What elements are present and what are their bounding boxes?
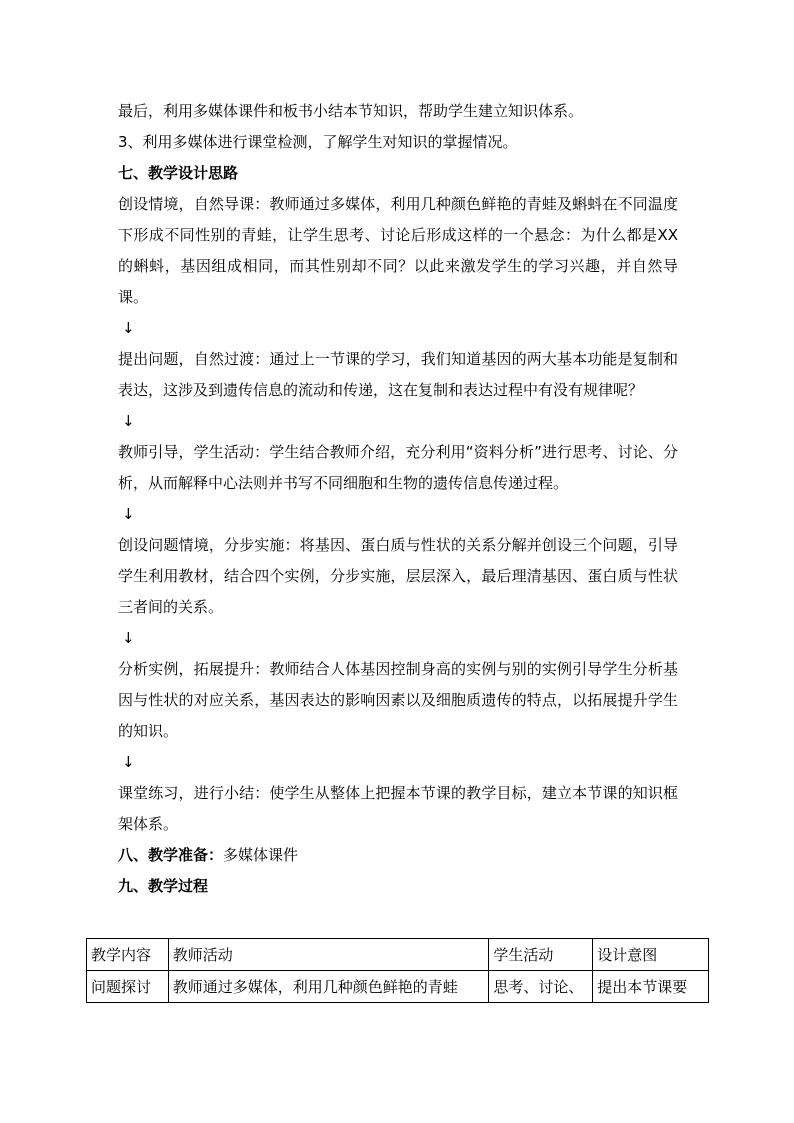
flow-arrow-icon: ↓ bbox=[122, 319, 135, 337]
flow-arrow-icon: ↓ bbox=[122, 505, 135, 523]
document-body bbox=[118, 96, 678, 902]
flow-arrow-icon: ↓ bbox=[122, 412, 135, 430]
section-7-heading: 七、教学设计思路 bbox=[118, 164, 239, 182]
cell-teacher-activity: 教师通过多媒体，利用几种颜色鲜艳的青蛙 bbox=[168, 971, 489, 1003]
header-teacher-activity: 教师活动 bbox=[168, 939, 489, 971]
cell-teaching-content: 问题探讨 bbox=[87, 971, 169, 1003]
header-student-activity: 学生活动 bbox=[489, 939, 593, 971]
flow-arrow-icon: ↓ bbox=[122, 629, 135, 647]
section-8-title: 八、教学准备： bbox=[118, 846, 224, 864]
design-step-4: 创设问题情境，分步实施：将基因、蛋白质与性状的关系分解并创设三个问题，引导学生利用教材，结合四个实例，分步实施，层层深入，最后理清基因、蛋白质与性状三者间的关系。 bbox=[118, 536, 678, 616]
table-row bbox=[87, 971, 709, 1003]
table-header-row bbox=[87, 939, 709, 971]
design-step-1: 创设情境，自然导课：教师通过多媒体，利用几种颜色鲜艳的青蛙及蝌蚪在不同温度下形成不同性别的青蛙，让学生思考、讨论后形成这样的一个悬念：为什么都是XX的蝌蚪，基因组成相同，而其性别却不同？以此来激发学生的学习兴趣，并自然导课。 bbox=[118, 195, 678, 306]
flow-arrow-icon: ↓ bbox=[122, 753, 135, 771]
teaching-process-table bbox=[86, 938, 709, 1003]
section-9-heading: 九、教学过程 bbox=[118, 877, 209, 895]
cell-design-intent: 提出本节课要 bbox=[593, 971, 709, 1003]
summary-paragraph: 最后，利用多媒体课件和板书小结本节知识，帮助学生建立知识体系。 bbox=[118, 102, 584, 120]
design-step-6: 课堂练习，进行小结：使学生从整体上把握本节课的教学目标，建立本节课的知识框架体系。 bbox=[118, 784, 678, 833]
section-8-heading bbox=[118, 840, 678, 871]
design-step-5: 分析实例，拓展提升：教师结合人体基因控制身高的实例与别的实例引导学生分析基因与性状的对应关系，基因表达的影响因素以及细胞质遗传的特点，以拓展提升学生的知识。 bbox=[118, 660, 678, 740]
header-design-intent: 设计意图 bbox=[593, 939, 709, 971]
cell-student-activity: 思考、讨论、 bbox=[489, 971, 593, 1003]
header-teaching-content: 教学内容 bbox=[87, 939, 169, 971]
design-step-2: 提出问题，自然过渡：通过上一节课的学习，我们知道基因的两大基本功能是复制和表达，这涉及到遗传信息的流动和传递，这在复制和表达过程中有没有规律呢？ bbox=[118, 350, 678, 399]
detection-paragraph: 3、利用多媒体进行课堂检测，了解学生对知识的掌握情况。 bbox=[118, 133, 518, 151]
section-8-value: 多媒体课件 bbox=[223, 846, 299, 864]
design-step-3: 教师引导，学生活动：学生结合教师介绍，充分利用“资料分析”进行思考、讨论、分析，从而解释中心法则并书写不同细胞和生物的遗传信息传递过程。 bbox=[118, 443, 678, 492]
